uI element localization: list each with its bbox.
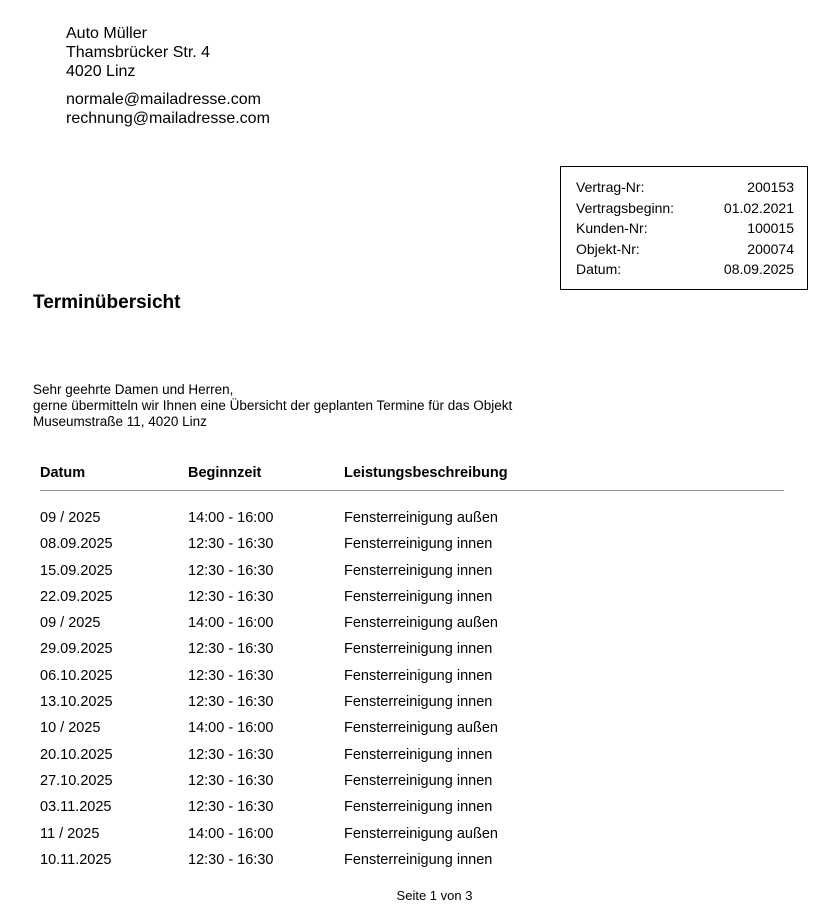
object-address: Museumstraße 11, 4020 Linz [33, 414, 207, 429]
table-row [40, 584, 784, 610]
info-row-customer-no [576, 218, 794, 239]
cell-description: Fensterreinigung außen [344, 510, 498, 526]
info-value: 200074 [747, 240, 794, 257]
cell-date: 10 / 2025 [40, 720, 101, 737]
cell-time: 12:30 - 16:30 [188, 588, 274, 605]
cell-date: 08.09.2025 [40, 536, 113, 553]
cell-description: Fensterreinigung außen [344, 825, 498, 842]
info-label: Kunden-Nr: [576, 220, 648, 237]
sender-email: normale@mailadresse.com [66, 91, 261, 108]
cell-time: 12:30 - 16:30 [188, 746, 274, 763]
cell-date: 27.10.2025 [40, 772, 113, 789]
info-value: 08.09.2025 [723, 261, 794, 278]
intro-text [33, 382, 512, 430]
cell-time: 12:30 - 16:30 [188, 562, 274, 579]
cell-time: 14:00 - 16:00 [188, 720, 274, 737]
header-description: Leistungsbeschreibung [344, 465, 508, 481]
table-row [40, 794, 784, 820]
cell-time: 12:30 - 16:30 [188, 799, 274, 816]
cell-time: 14:00 - 16:00 [188, 825, 274, 842]
sender-email: rechnung@mailadresse.com [66, 110, 270, 127]
intro-line: gerne übermitteln wir Ihnen eine Übersicht der geplanten Termine für das Objekt [33, 398, 513, 413]
cell-description: Fensterreinigung innen [344, 746, 493, 763]
info-label: Datum: [576, 261, 622, 278]
sender-address [66, 24, 270, 128]
cell-time: 14:00 - 16:00 [188, 510, 274, 526]
cell-date: 15.09.2025 [40, 562, 113, 579]
table-row [40, 768, 784, 794]
cell-description: Fensterreinigung innen [344, 799, 493, 816]
cell-date: 06.10.2025 [40, 667, 113, 684]
salutation: Sehr geehrte Damen und Herren, [33, 382, 234, 397]
page-number: Seite 1 von 3 [396, 888, 473, 903]
info-value: 200153 [747, 179, 794, 195]
cell-description: Fensterreinigung innen [344, 851, 493, 868]
table-row [40, 636, 784, 662]
table-row [40, 610, 784, 636]
cell-date: 29.09.2025 [40, 641, 113, 658]
info-row-date [576, 259, 794, 280]
cell-date: 03.11.2025 [40, 799, 112, 816]
cell-date: 13.10.2025 [40, 694, 113, 711]
table-row [40, 663, 784, 689]
table-row [40, 689, 784, 715]
cell-time: 12:30 - 16:30 [188, 641, 274, 658]
sender-street: Thamsbrücker Str. 4 [66, 44, 211, 61]
sender-name: Auto Müller [66, 25, 147, 42]
info-label: Vertragsbeginn: [576, 199, 675, 216]
info-label: Objekt-Nr: [576, 240, 640, 257]
table-row [40, 715, 784, 741]
cell-date: 10.11.2025 [40, 851, 112, 868]
cell-time: 14:00 - 16:00 [188, 615, 274, 632]
cell-description: Fensterreinigung innen [344, 772, 493, 789]
header-date: Datum [40, 465, 86, 481]
info-row-contract-start [576, 198, 794, 219]
cell-description: Fensterreinigung innen [344, 641, 493, 658]
cell-time: 12:30 - 16:30 [188, 851, 274, 868]
info-value: 01.02.2021 [723, 199, 794, 216]
info-row-object-no [576, 239, 794, 260]
table-row [40, 531, 784, 557]
cell-description: Fensterreinigung innen [344, 588, 493, 605]
cell-date: 22.09.2025 [40, 588, 113, 605]
cell-description: Fensterreinigung außen [344, 720, 498, 737]
page-footer [0, 888, 839, 903]
appointments-table [40, 463, 784, 873]
table-row [40, 558, 784, 584]
cell-description: Fensterreinigung innen [344, 694, 493, 711]
cell-date: 20.10.2025 [40, 746, 113, 763]
info-label: Vertrag-Nr: [576, 179, 645, 195]
cell-description: Fensterreinigung innen [344, 562, 493, 579]
cell-description: Fensterreinigung außen [344, 615, 498, 632]
cell-description: Fensterreinigung innen [344, 536, 493, 553]
info-row-contract-no [576, 177, 794, 198]
sender-city: 4020 Linz [66, 63, 136, 80]
header-start-time: Beginnzeit [188, 465, 262, 481]
info-value: 100015 [747, 220, 794, 237]
page-title: Terminübersicht [33, 292, 181, 313]
cell-time: 12:30 - 16:30 [188, 667, 274, 684]
table-row [40, 847, 784, 873]
table-row [40, 505, 784, 531]
cell-time: 12:30 - 16:30 [188, 536, 274, 553]
cell-date: 09 / 2025 [40, 615, 101, 632]
cell-time: 12:30 - 16:30 [188, 772, 274, 789]
table-row [40, 821, 784, 847]
cell-date: 11 / 2025 [40, 825, 100, 842]
table-body [40, 491, 784, 873]
table-header [40, 463, 784, 491]
contract-info-box [560, 166, 808, 290]
cell-description: Fensterreinigung innen [344, 667, 493, 684]
table-row [40, 742, 784, 768]
cell-time: 12:30 - 16:30 [188, 694, 274, 711]
cell-date: 09 / 2025 [40, 510, 101, 526]
